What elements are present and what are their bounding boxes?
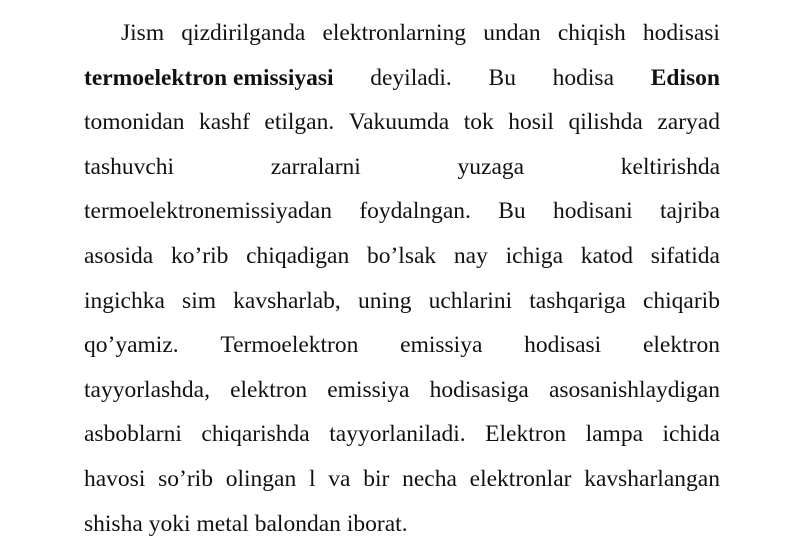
word: asosanishlaydigan <box>548 376 720 403</box>
word: necha <box>402 465 457 492</box>
word: ingichka <box>84 287 165 314</box>
word: so’rib <box>158 465 213 492</box>
word: hodisasi <box>524 332 602 359</box>
word: tomonidan <box>84 109 185 136</box>
word: kashf <box>199 109 250 136</box>
word: metal <box>196 510 249 537</box>
word: asboblarni <box>84 421 182 448</box>
word: chiqish <box>557 20 626 46</box>
bold-term-edison: Edison <box>650 64 720 91</box>
word: Bu <box>488 64 516 91</box>
word: katod <box>580 242 633 269</box>
word: Jism <box>121 20 165 46</box>
word: elektron <box>642 332 720 359</box>
word: l <box>308 465 316 492</box>
word: qo’yamiz. <box>84 332 179 359</box>
word: yuzaga <box>457 153 525 180</box>
word: kavsharlangan <box>584 465 720 492</box>
word: hodisani <box>553 198 633 225</box>
word: hodisasiga <box>429 376 529 403</box>
word: tashqariga <box>529 287 626 314</box>
word: yoki <box>148 510 191 537</box>
text-line-3 <box>84 102 720 147</box>
text-line-1 <box>84 13 720 58</box>
word: elektronlarning <box>322 20 467 46</box>
word: lampa <box>585 421 644 448</box>
word: tajriba <box>659 198 720 225</box>
text-line-5 <box>84 191 720 236</box>
word: ko’rib <box>170 242 229 269</box>
text-line-6 <box>84 236 720 281</box>
word: chiqarishda <box>201 421 310 448</box>
word: emissiya <box>400 332 483 359</box>
word: keltirishda <box>620 153 720 180</box>
text-line-8 <box>84 325 720 370</box>
word: tayyorlaniladi. <box>329 421 466 448</box>
word: shisha <box>84 510 143 537</box>
word: termoelektronemissiyadan <box>84 198 332 225</box>
word: zarralarni <box>270 153 361 180</box>
text-line-10 <box>84 414 720 459</box>
word: iborat. <box>346 510 408 537</box>
text-line-9 <box>84 370 720 415</box>
word: elektronlar <box>469 465 572 492</box>
word: olingan <box>225 465 297 492</box>
word: etilgan. <box>264 109 335 136</box>
word: chiqadigan <box>246 242 350 269</box>
word: qizdirilganda <box>181 20 306 46</box>
word: foydalngan. <box>359 198 471 225</box>
word: sim <box>182 287 217 314</box>
word: bo’lsak <box>366 242 437 269</box>
word: bir <box>363 465 390 492</box>
word: uning <box>357 287 412 314</box>
word: ichida <box>662 421 720 448</box>
word: emissiya <box>327 376 410 403</box>
word: tayyorlashda, <box>84 376 210 403</box>
text-line-12 <box>84 504 720 549</box>
word: uchlarini <box>428 287 513 314</box>
word: balondan <box>254 510 341 537</box>
word: hodisa <box>552 64 615 91</box>
word: qilishda <box>568 109 643 136</box>
word: zaryad <box>657 109 720 136</box>
word: chiqarib <box>642 287 720 314</box>
word: Vakuumda <box>348 109 450 136</box>
word: hosil <box>508 109 554 136</box>
word: deyiladi. <box>370 64 452 91</box>
text-line-4 <box>84 147 720 192</box>
document-page <box>84 13 720 548</box>
word: hodisasi <box>642 20 720 46</box>
word: va <box>328 465 351 492</box>
word: tok <box>463 109 494 136</box>
word: sifatida <box>650 242 720 269</box>
word: Bu <box>498 198 526 225</box>
text-line-2 <box>84 58 720 103</box>
text-line-7 <box>84 281 720 326</box>
text-line-11 <box>84 459 720 504</box>
word: kavsharlab, <box>233 287 341 314</box>
word: Elektron <box>485 421 567 448</box>
word: asosida <box>84 242 154 269</box>
bold-term-termoelektron-emissiyasi: termoelektron emissiyasi <box>84 64 334 91</box>
word: Termoelektron <box>220 332 359 359</box>
word: tashuvchi <box>84 153 175 180</box>
word: ichiga <box>505 242 564 269</box>
word: elektron <box>230 376 308 403</box>
word: undan <box>483 20 541 46</box>
word: nay <box>453 242 488 269</box>
word: havosi <box>84 465 146 492</box>
